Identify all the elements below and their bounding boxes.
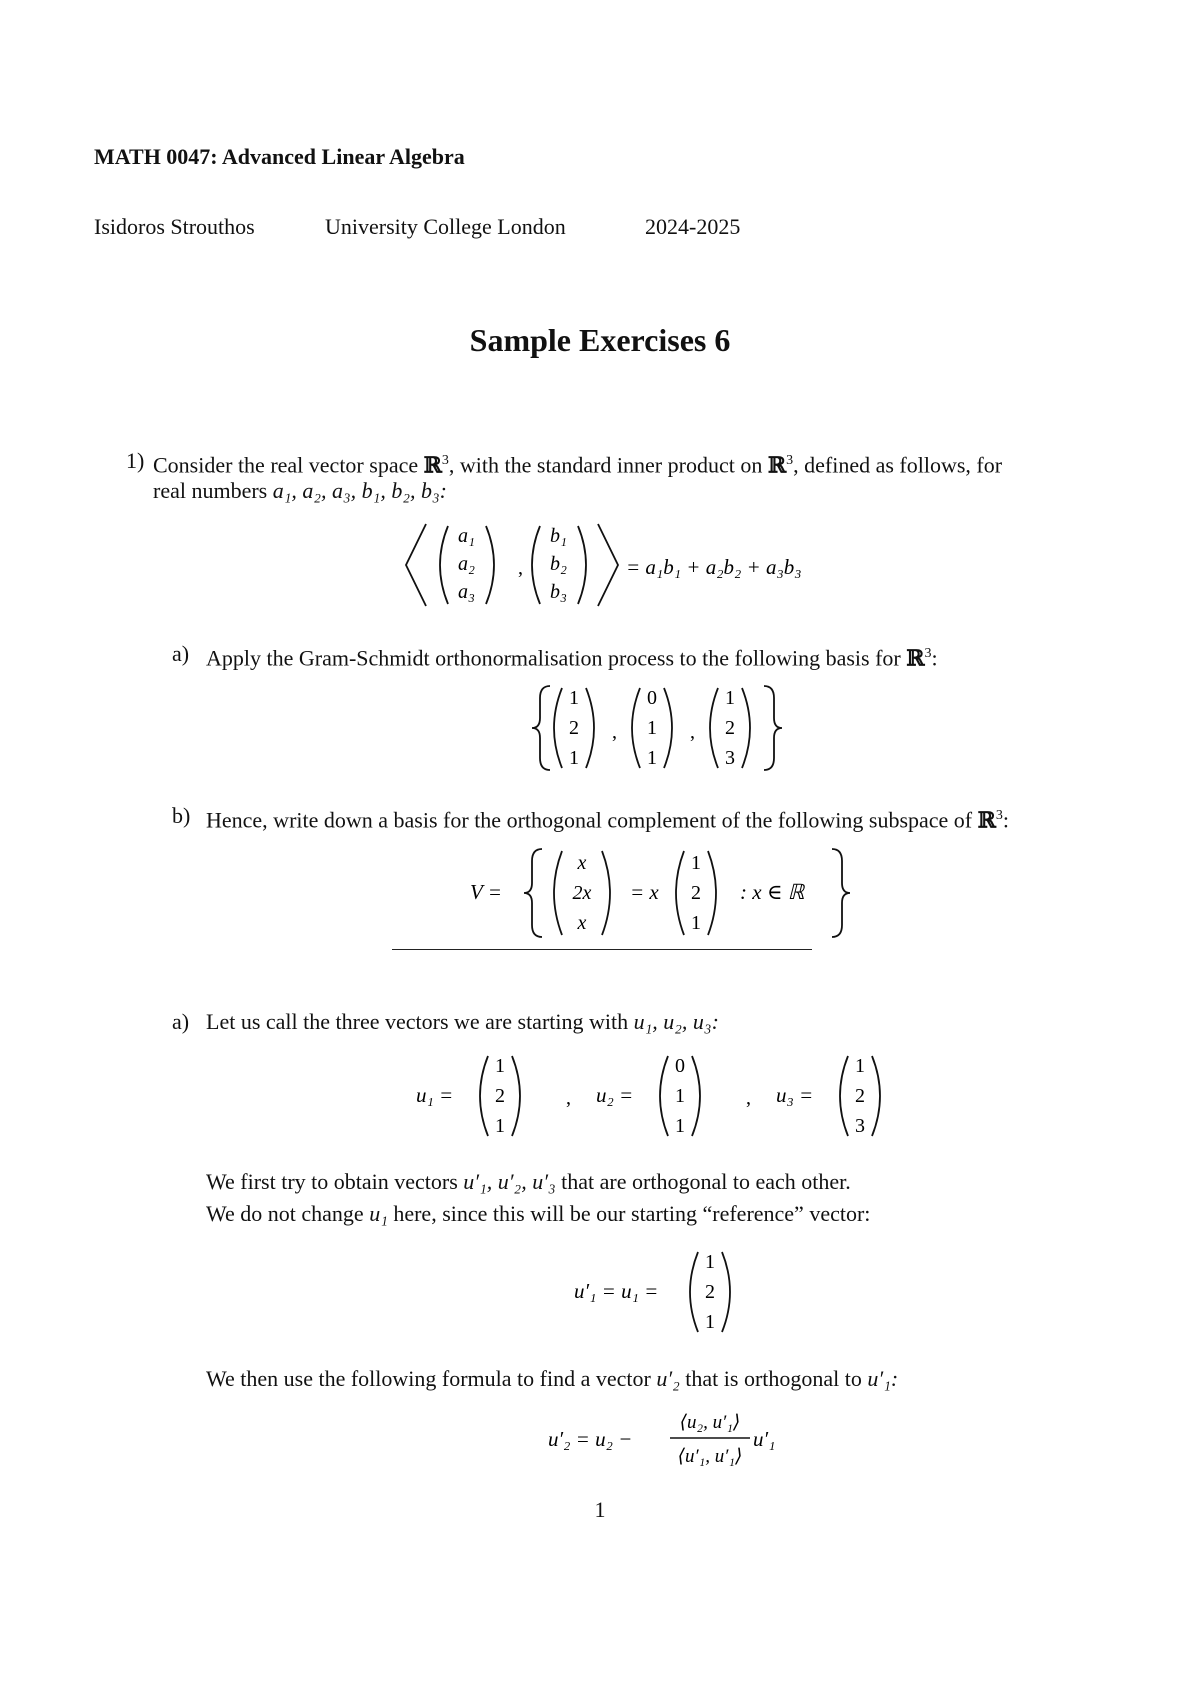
u-vector-2-right-paren — [692, 1056, 700, 1136]
solution-line2: We do not change u₁ here, since this will be our starting “reference” vector: — [206, 1201, 871, 1226]
vec-b-3: b₃ — [550, 581, 567, 603]
u-vector-2-left-paren — [660, 1056, 668, 1136]
subspace-dir-left-paren — [676, 851, 684, 935]
basis-vector-3-right-paren — [742, 688, 750, 768]
left-brace — [532, 686, 550, 770]
formula-denominator: ⟨u′₁, u′₁⟩ — [677, 1446, 743, 1467]
subspace-dir-3: 1 — [691, 912, 701, 934]
u-vector-2-entry-3: 1 — [675, 1115, 685, 1137]
gram-schmidt-formula — [548, 1404, 788, 1474]
subspace-vec-left-paren — [554, 851, 562, 935]
solution-line3: We then use the following formula to find a vector u′₂ that is orthogonal to u′₁: — [206, 1366, 899, 1391]
author-name: Isidoros Strouthos — [94, 214, 255, 239]
u-vector-1-left-paren — [480, 1056, 488, 1136]
academic-year: 2024-2025 — [645, 214, 741, 239]
u1-prime-definition — [574, 1246, 754, 1338]
u-vector-2-entry-2: 1 — [675, 1085, 685, 1107]
subspace-right-brace — [832, 849, 850, 937]
subspace-left-brace — [524, 849, 542, 937]
formula-lhs: u′₂ = u₂ − — [548, 1427, 633, 1451]
u-label-3: u₃ = — [776, 1083, 814, 1107]
subspace-definition — [470, 845, 850, 941]
basis-vector-1-entry-1: 1 — [569, 687, 579, 709]
u1-prime-left-paren — [690, 1252, 698, 1332]
section-divider — [392, 949, 812, 950]
solution-intro: Let us call the three vectors we are starting with u₁, u₂, u₃: — [206, 1009, 719, 1034]
u-vector-1-entry-2: 2 — [495, 1085, 505, 1107]
u-vector-1-right-paren — [512, 1056, 520, 1136]
basis-set — [532, 682, 792, 774]
right-angle-bracket — [598, 524, 618, 606]
u-vector-3-left-paren — [840, 1056, 848, 1136]
basis-vector-1-entry-3: 1 — [569, 747, 579, 769]
vec-b-1: b₁ — [550, 525, 567, 547]
basis-vector-1-right-paren — [586, 688, 594, 768]
basis-vector-1-entry-2: 2 — [569, 717, 579, 739]
u-vector-3-entry-3: 3 — [855, 1115, 865, 1137]
u1-prime-lhs: u′₁ = u₁ = — [574, 1279, 659, 1303]
u1-prime-2: 2 — [705, 1281, 715, 1303]
subspace-condition: : x ∈ ℝ — [740, 880, 805, 904]
part-a-text: Apply the Gram-Schmidt orthonormalisation process to the following basis for ℝ$^3$: — [206, 645, 938, 672]
course-title: MATH 0047: Advanced Linear Algebra — [94, 144, 465, 169]
part-a-label: a) — [172, 641, 190, 666]
basis-comma: , — [690, 721, 695, 743]
u-vector-3-entry-2: 2 — [855, 1085, 865, 1107]
u-label-1: u₁ = — [416, 1083, 454, 1107]
subspace-vec-2: 2x — [572, 882, 592, 904]
part-b-label: b) — [172, 803, 191, 828]
question-intro-line1: Consider the real vector space ℝ$^3$, with the standard inner product on ℝ$^3$, defined as follows, for — [153, 452, 1003, 479]
vector-b-left-paren — [532, 526, 540, 604]
basis-vector-3-entry-3: 3 — [725, 747, 735, 769]
basis-vector-2-right-paren — [664, 688, 672, 768]
basis-vector-3-entry-1: 1 — [725, 687, 735, 709]
u-label-2: u₂ = — [596, 1083, 634, 1107]
subspace-vec-3: x — [577, 912, 587, 934]
inner-product-rhs: = a₁b₁ + a₂b₂ + a₃b₃ — [626, 555, 802, 579]
basis-vector-2-entry-1: 0 — [647, 687, 657, 709]
subspace-vec-1: x — [577, 852, 587, 874]
question-number: 1) — [126, 448, 145, 473]
vec-a-2: a₂ — [458, 553, 475, 575]
subspace-dir-1: 1 — [691, 852, 701, 874]
u-vector-3-right-paren — [872, 1056, 880, 1136]
institution-name: University College London — [325, 214, 566, 239]
comma: , — [518, 557, 523, 579]
subspace-lhs: V = — [470, 880, 502, 904]
vector-a-right-paren — [486, 526, 494, 604]
vector-a-left-paren — [440, 526, 448, 604]
vec-a-1: a₁ — [458, 525, 475, 547]
subspace-dir-2: 2 — [691, 882, 701, 904]
u-vector-1-entry-3: 1 — [495, 1115, 505, 1137]
right-brace — [764, 686, 782, 770]
question-intro-line2: real numbers a₁, a₂, a₃, b₁, b₂, b₃: — [153, 478, 447, 503]
subspace-dir-right-paren — [708, 851, 716, 935]
formula-tail: u′₁ — [753, 1427, 776, 1451]
u1-prime-3: 1 — [705, 1311, 715, 1333]
starting-vectors — [416, 1050, 916, 1142]
u1-prime-1: 1 — [705, 1251, 715, 1273]
page-number: 1 — [594, 1497, 606, 1522]
u-vector-3-entry-1: 1 — [855, 1055, 865, 1077]
formula-numerator: ⟨u₂, u′₁⟩ — [679, 1412, 741, 1433]
basis-vector-3-entry-2: 2 — [725, 717, 735, 739]
u-vector-1-entry-1: 1 — [495, 1055, 505, 1077]
basis-vector-3-left-paren — [710, 688, 718, 768]
basis-vector-1-left-paren — [554, 688, 562, 768]
page-title: Sample Exercises 6 — [469, 322, 731, 358]
subspace-vec-right-paren — [602, 851, 610, 935]
vector-b-right-paren — [578, 526, 586, 604]
solution-line1: We first try to obtain vectors u′₁, u′₂, u′₃ that are orthogonal to each other. — [206, 1169, 851, 1194]
basis-comma: , — [612, 721, 617, 743]
basis-vector-2-entry-2: 1 — [647, 717, 657, 739]
inner-product-definition — [400, 520, 860, 610]
u1-prime-right-paren — [722, 1252, 730, 1332]
u-comma: , — [566, 1087, 571, 1109]
subspace-eq: = x — [630, 880, 659, 904]
vec-a-3: a₃ — [458, 581, 475, 603]
solution-part-a-label: a) — [172, 1009, 190, 1034]
left-angle-bracket — [406, 524, 426, 606]
u-comma: , — [746, 1087, 751, 1109]
part-b-text: Hence, write down a basis for the orthogonal complement of the following subspace of ℝ$^3$: — [206, 807, 1010, 834]
vec-b-2: b₂ — [550, 553, 567, 575]
basis-vector-2-entry-3: 1 — [647, 747, 657, 769]
basis-vector-2-left-paren — [632, 688, 640, 768]
u-vector-2-entry-1: 0 — [675, 1055, 685, 1077]
